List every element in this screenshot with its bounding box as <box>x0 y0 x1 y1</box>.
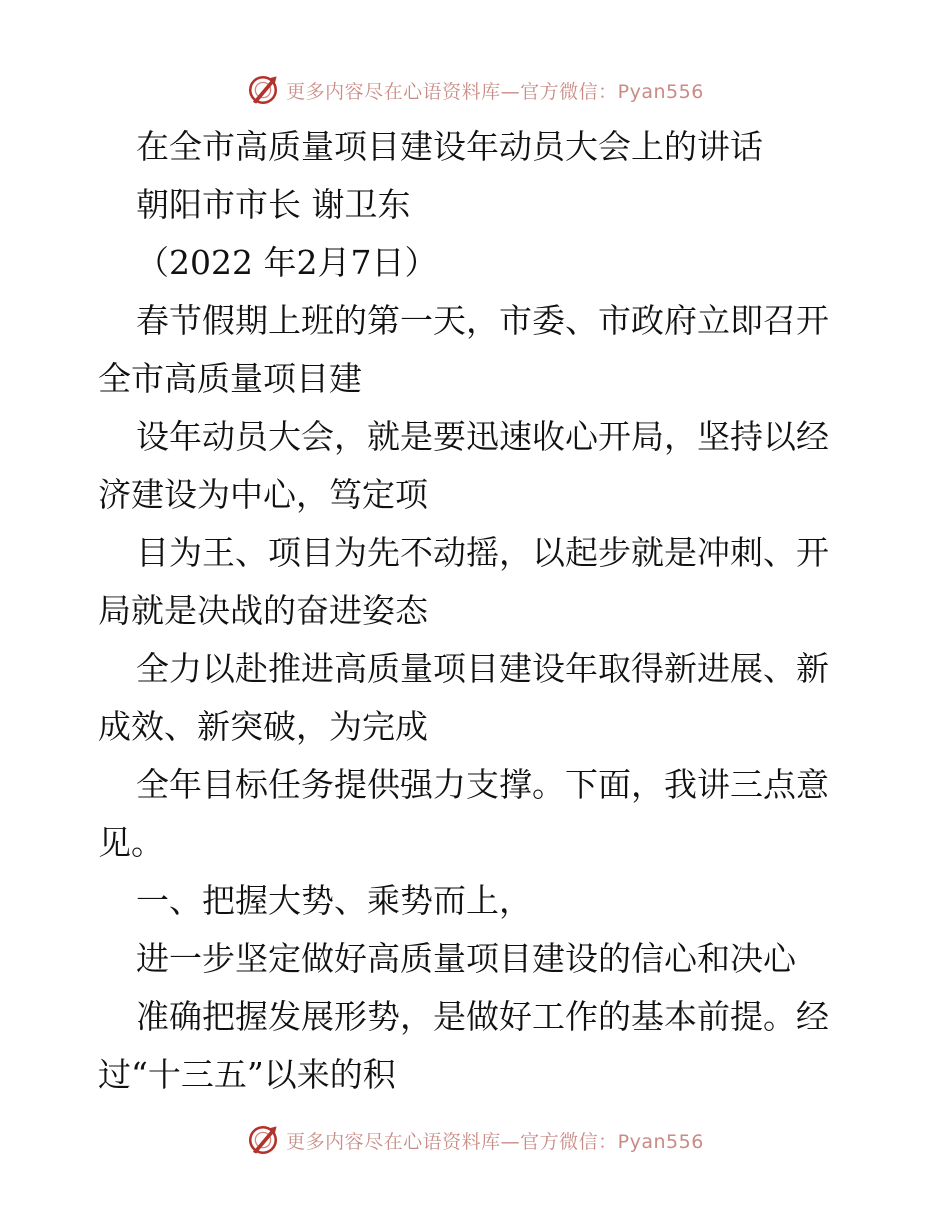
text-line: （2022 年2月7日） <box>136 243 438 282</box>
footer-watermark <box>0 1120 950 1160</box>
text-line: 成效、新突破，为完成 <box>98 707 428 746</box>
text-line: 济建设为中心，笃定项 <box>98 475 428 514</box>
text-line: 设年动员大会，就是要迅速收心开局，坚持以经 <box>136 417 829 456</box>
document-body <box>98 118 858 1104</box>
text-line: 全年目标任务提供强力支撑。下面，我讲三点意 <box>136 765 829 804</box>
text-line: 全力以赴推进高质量项目建设年取得新进展、新 <box>136 649 829 688</box>
text-line: 全市高质量项目建 <box>98 359 362 398</box>
text-line: 朝阳市市长 谢卫东 <box>136 185 411 224</box>
header-watermark <box>0 70 950 110</box>
text-line: 过“十三五”以来的积 <box>98 1055 396 1094</box>
watermark-text: 更多内容尽在心语资料库—官方微信：Pyan556 <box>286 80 704 103</box>
text-line: 一、把握大势、乘势而上， <box>136 881 532 920</box>
text-line: 见。 <box>98 823 164 862</box>
text-line: 局就是决战的奋进姿态 <box>98 591 428 630</box>
text-line: 进一步坚定做好高质量项目建设的信心和决心 <box>136 939 796 978</box>
text-line: 准确把握发展形势，是做好工作的基本前提。经 <box>136 997 829 1036</box>
quill-seal-icon <box>246 73 280 107</box>
text-line: 目为王、项目为先不动摇，以起步就是冲刺、开 <box>136 533 829 572</box>
text-line: 春节假期上班的第一天，市委、市政府立即召开 <box>136 301 829 340</box>
quill-seal-icon <box>246 1123 280 1157</box>
watermark-text: 更多内容尽在心语资料库—官方微信：Pyan556 <box>286 1130 704 1153</box>
text-line: 在全市高质量项目建设年动员大会上的讲话 <box>136 127 763 166</box>
